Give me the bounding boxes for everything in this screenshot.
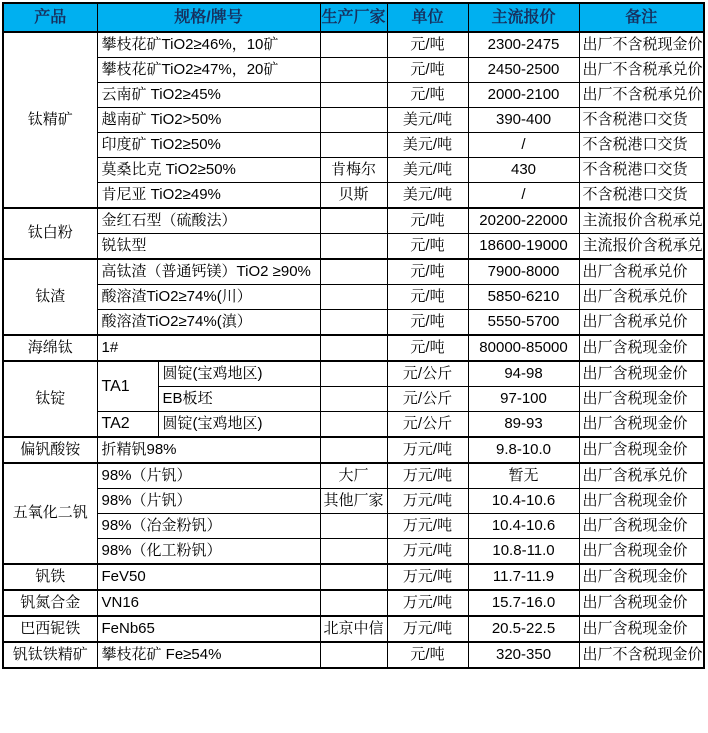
price-cell: 2450-2500 — [468, 58, 579, 83]
table-row — [3, 616, 704, 642]
product-cell: 钒氮合金 — [3, 590, 97, 616]
spec-cell: 高钛渣（普通钙镁）TiO2 ≥90% — [97, 259, 320, 285]
note-cell: 不含税港口交货 — [579, 108, 704, 133]
spec-cell: 越南矿 TiO2>50% — [97, 108, 320, 133]
spec-cell: 98%（片钒） — [97, 489, 320, 514]
price-cell: 10.4-10.6 — [468, 514, 579, 539]
unit-cell: 万元/吨 — [387, 514, 468, 539]
product-cell: 巴西铌铁 — [3, 616, 97, 642]
table-row — [3, 234, 704, 260]
table-row — [3, 361, 704, 387]
spec-cell: 攀枝花矿TiO2≥46%，10矿 — [97, 32, 320, 58]
table-row — [3, 514, 704, 539]
unit-cell: 元/吨 — [387, 310, 468, 336]
maker-cell — [320, 514, 387, 539]
maker-cell — [320, 285, 387, 310]
table-row — [3, 183, 704, 209]
col-header-spec: 规格/牌号 — [97, 3, 320, 32]
note-cell: 出厂含税承兑价 — [579, 310, 704, 336]
table-row — [3, 335, 704, 361]
spec-cell: 印度矿 TiO2≥50% — [97, 133, 320, 158]
unit-cell: 万元/吨 — [387, 463, 468, 489]
unit-cell: 元/吨 — [387, 58, 468, 83]
unit-cell: 万元/吨 — [387, 616, 468, 642]
price-cell: / — [468, 133, 579, 158]
unit-cell: 元/公斤 — [387, 412, 468, 438]
unit-cell: 美元/吨 — [387, 158, 468, 183]
note-cell: 出厂含税现金价 — [579, 412, 704, 438]
table-row — [3, 412, 704, 438]
note-cell: 主流报价含税承兑 — [579, 208, 704, 234]
unit-cell: 万元/吨 — [387, 539, 468, 565]
price-cell: 20200-22000 — [468, 208, 579, 234]
spec-cell: 1# — [97, 335, 320, 361]
note-cell: 出厂不含税承兑价 — [579, 58, 704, 83]
note-cell: 出厂不含税承兑价 — [579, 83, 704, 108]
note-cell: 出厂含税承兑价 — [579, 285, 704, 310]
table-row — [3, 310, 704, 336]
note-cell: 不含税港口交货 — [579, 158, 704, 183]
unit-cell: 元/吨 — [387, 259, 468, 285]
price-cell: 5850-6210 — [468, 285, 579, 310]
price-cell: 10.4-10.6 — [468, 489, 579, 514]
maker-cell — [320, 234, 387, 260]
maker-cell: 贝斯 — [320, 183, 387, 209]
unit-cell: 元/公斤 — [387, 361, 468, 387]
price-cell: 7900-8000 — [468, 259, 579, 285]
note-cell: 出厂含税承兑价 — [579, 259, 704, 285]
note-cell: 出厂含税现金价 — [579, 514, 704, 539]
grade-cell: TA1 — [97, 361, 158, 412]
col-header-price: 主流报价 — [468, 3, 579, 32]
maker-cell — [320, 539, 387, 565]
unit-cell: 元/吨 — [387, 642, 468, 668]
unit-cell: 元/吨 — [387, 285, 468, 310]
unit-cell: 元/吨 — [387, 335, 468, 361]
note-cell: 出厂含税现金价 — [579, 564, 704, 590]
note-cell: 出厂含税现金价 — [579, 387, 704, 412]
product-cell: 钒铁 — [3, 564, 97, 590]
spec-cell: 肯尼亚 TiO2≥49% — [97, 183, 320, 209]
spec-cell: 圆锭(宝鸡地区) — [158, 361, 320, 387]
note-cell: 出厂含税现金价 — [579, 335, 704, 361]
table-row — [3, 564, 704, 590]
maker-cell — [320, 412, 387, 438]
note-cell: 出厂含税现金价 — [579, 616, 704, 642]
unit-cell: 美元/吨 — [387, 108, 468, 133]
price-cell: 20.5-22.5 — [468, 616, 579, 642]
table-row — [3, 32, 704, 58]
unit-cell: 元/吨 — [387, 32, 468, 58]
unit-cell: 元/吨 — [387, 83, 468, 108]
maker-cell — [320, 133, 387, 158]
maker-cell — [320, 642, 387, 668]
table-row — [3, 489, 704, 514]
note-cell: 不含税港口交货 — [579, 183, 704, 209]
price-cell: 94-98 — [468, 361, 579, 387]
spec-cell: 98%（冶金粉钒） — [97, 514, 320, 539]
note-cell: 出厂含税现金价 — [579, 539, 704, 565]
table-row — [3, 58, 704, 83]
table-row — [3, 83, 704, 108]
price-cell: 2300-2475 — [468, 32, 579, 58]
product-cell: 偏钒酸铵 — [3, 437, 97, 463]
spec-cell: 莫桑比克 TiO2≥50% — [97, 158, 320, 183]
price-cell: 390-400 — [468, 108, 579, 133]
unit-cell: 美元/吨 — [387, 133, 468, 158]
price-cell: 2000-2100 — [468, 83, 579, 108]
maker-cell: 大厂 — [320, 463, 387, 489]
note-cell: 出厂不含税现金价 — [579, 642, 704, 668]
spec-cell: 圆锭(宝鸡地区) — [158, 412, 320, 438]
table-row — [3, 133, 704, 158]
note-cell: 不含税港口交货 — [579, 133, 704, 158]
spec-cell: 锐钛型 — [97, 234, 320, 260]
table-row — [3, 108, 704, 133]
spec-cell: 98%（片钒） — [97, 463, 320, 489]
price-cell: 暂无 — [468, 463, 579, 489]
note-cell: 主流报价含税承兑 — [579, 234, 704, 260]
maker-cell: 肯梅尔 — [320, 158, 387, 183]
table-row — [3, 642, 704, 668]
product-cell: 钛精矿 — [3, 32, 97, 208]
price-cell: 97-100 — [468, 387, 579, 412]
unit-cell: 万元/吨 — [387, 590, 468, 616]
price-cell: 11.7-11.9 — [468, 564, 579, 590]
price-cell: 5550-5700 — [468, 310, 579, 336]
price-cell: 18600-19000 — [468, 234, 579, 260]
col-header-unit: 单位 — [387, 3, 468, 32]
product-cell: 钛白粉 — [3, 208, 97, 259]
note-cell: 出厂含税现金价 — [579, 437, 704, 463]
price-cell: 80000-85000 — [468, 335, 579, 361]
note-cell: 出厂含税现金价 — [579, 489, 704, 514]
grade-cell: TA2 — [97, 412, 158, 438]
maker-cell — [320, 208, 387, 234]
maker-cell — [320, 564, 387, 590]
unit-cell: 万元/吨 — [387, 489, 468, 514]
note-cell: 出厂含税现金价 — [579, 590, 704, 616]
maker-cell — [320, 259, 387, 285]
product-cell: 钒钛铁精矿 — [3, 642, 97, 668]
spec-cell: FeNb65 — [97, 616, 320, 642]
maker-cell — [320, 590, 387, 616]
table-row — [3, 158, 704, 183]
spec-cell: VN16 — [97, 590, 320, 616]
spec-cell: FeV50 — [97, 564, 320, 590]
unit-cell: 元/公斤 — [387, 387, 468, 412]
note-cell: 出厂不含税现金价 — [579, 32, 704, 58]
price-cell: 430 — [468, 158, 579, 183]
maker-cell — [320, 58, 387, 83]
maker-cell — [320, 437, 387, 463]
price-cell: 10.8-11.0 — [468, 539, 579, 565]
product-cell: 钛渣 — [3, 259, 97, 335]
spec-cell: 云南矿 TiO2≥45% — [97, 83, 320, 108]
price-cell: 9.8-10.0 — [468, 437, 579, 463]
spec-cell: EB板坯 — [158, 387, 320, 412]
unit-cell: 美元/吨 — [387, 183, 468, 209]
product-cell: 海绵钛 — [3, 335, 97, 361]
spec-cell: 攀枝花矿 Fe≥54% — [97, 642, 320, 668]
table-row — [3, 259, 704, 285]
spec-cell: 折精钒98% — [97, 437, 320, 463]
spec-cell: 98%（化工粉钒） — [97, 539, 320, 565]
price-cell: 89-93 — [468, 412, 579, 438]
maker-cell: 北京中信 — [320, 616, 387, 642]
price-cell: 320-350 — [468, 642, 579, 668]
spec-cell: 金红石型（硫酸法） — [97, 208, 320, 234]
maker-cell — [320, 32, 387, 58]
table-row — [3, 208, 704, 234]
table-body — [3, 32, 704, 668]
price-cell: 15.7-16.0 — [468, 590, 579, 616]
maker-cell — [320, 361, 387, 387]
table-row — [3, 437, 704, 463]
table-row — [3, 539, 704, 565]
maker-cell — [320, 310, 387, 336]
table-row — [3, 463, 704, 489]
col-header-maker: 生产厂家 — [320, 3, 387, 32]
maker-cell — [320, 83, 387, 108]
price-table — [2, 2, 705, 669]
maker-cell — [320, 108, 387, 133]
note-cell: 出厂含税现金价 — [579, 361, 704, 387]
spec-cell: 酸溶渣TiO2≥74%(滇） — [97, 310, 320, 336]
spec-cell: 攀枝花矿TiO2≥47%，20矿 — [97, 58, 320, 83]
col-header-product: 产品 — [3, 3, 97, 32]
note-cell: 出厂含税承兑价 — [579, 463, 704, 489]
unit-cell: 万元/吨 — [387, 564, 468, 590]
table-row — [3, 285, 704, 310]
maker-cell — [320, 335, 387, 361]
maker-cell — [320, 387, 387, 412]
table-header-row — [3, 3, 704, 32]
spec-cell: 酸溶渣TiO2≥74%(川） — [97, 285, 320, 310]
price-cell: / — [468, 183, 579, 209]
maker-cell: 其他厂家 — [320, 489, 387, 514]
unit-cell: 元/吨 — [387, 234, 468, 260]
product-cell: 五氧化二钒 — [3, 463, 97, 564]
product-cell: 钛锭 — [3, 361, 97, 437]
unit-cell: 万元/吨 — [387, 437, 468, 463]
table-row — [3, 590, 704, 616]
unit-cell: 元/吨 — [387, 208, 468, 234]
col-header-note: 备注 — [579, 3, 704, 32]
